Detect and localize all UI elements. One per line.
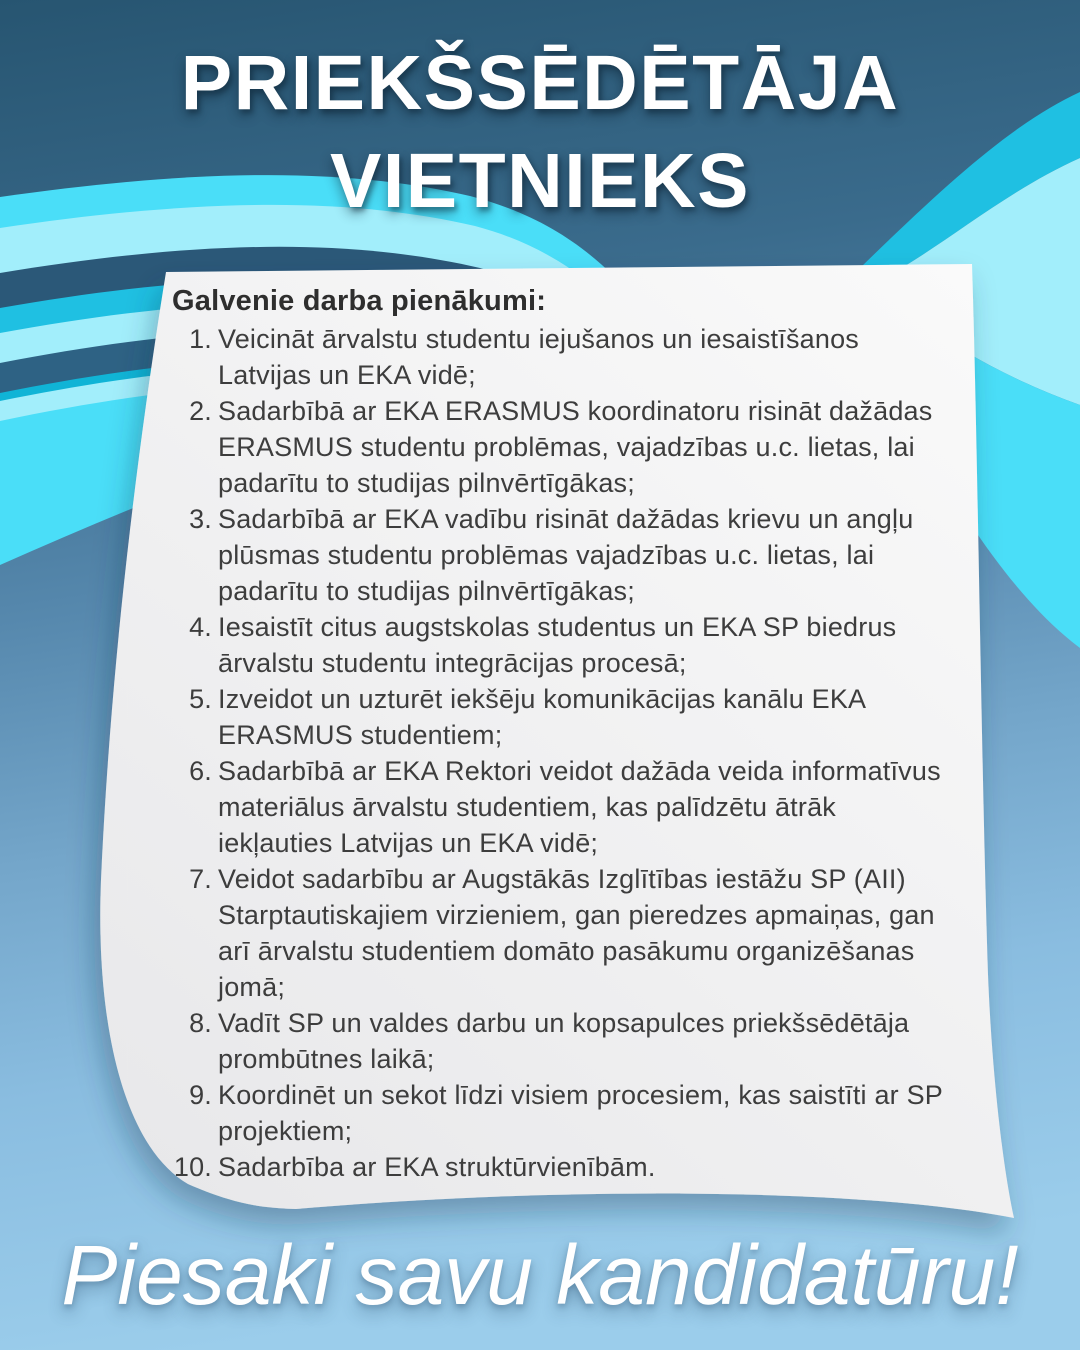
duty-text: Izveidot un uzturēt iekšēju komunikācijas kanālu EKA ERASMUS studentiem; xyxy=(218,684,865,750)
duty-number: 1. xyxy=(189,324,212,354)
duty-number: 5. xyxy=(189,684,212,714)
duty-item xyxy=(172,1149,954,1185)
duty-number: 9. xyxy=(189,1080,212,1110)
duty-number: 2. xyxy=(189,396,212,426)
page-title-line1: PRIEKŠSĒDĒTĀJA xyxy=(180,40,900,126)
page-title xyxy=(0,34,1080,230)
duty-text: Vadīt SP un valdes darbu un kopsapulces priekšsēdētāja prombūtnes laikā; xyxy=(218,1008,910,1074)
duty-text: Veidot sadarbību ar Augstākās Izglītības iestāžu SP (AII) Starptautiskajiem virzieniem, gan pieredzes apmaiņas, gan arī ārvalstu studentiem domāto pasākumu organizēšanas jomā; xyxy=(218,864,935,1002)
duty-item xyxy=(172,681,954,753)
duty-item xyxy=(172,393,954,501)
duty-text: Sadarbībā ar EKA vadību risināt dažādas krievu un angļu plūsmas studentu problēmas vajadzības u.c. lietas, lai padarītu to studijas pilnvērtīgākas; xyxy=(218,504,914,606)
duty-text: Veicināt ārvalstu studentu iejušanos un iesaistīšanos Latvijas un EKA vidē; xyxy=(218,324,859,390)
duty-number: 4. xyxy=(189,612,212,642)
duties-list xyxy=(172,321,954,1185)
duty-item xyxy=(172,609,954,681)
duties-heading: Galvenie darba pienākumi: xyxy=(172,285,547,317)
duty-item xyxy=(172,1005,954,1077)
duty-number: 6. xyxy=(189,756,212,786)
duty-text: Koordinēt un sekot līdzi visiem procesiem, kas saistīti ar SP projektiem; xyxy=(218,1080,943,1146)
duty-item xyxy=(172,861,954,1005)
duty-number: 3. xyxy=(189,504,212,534)
duty-item xyxy=(172,501,954,609)
duty-text: Sadarbībā ar EKA ERASMUS koordinatoru risināt dažādas ERASMUS studentu problēmas, vajadzības u.c. lietas, lai padarītu to studijas pilnvērtīgākas; xyxy=(218,396,933,498)
duties-section xyxy=(172,283,954,1185)
duty-number: 8. xyxy=(189,1008,212,1038)
duty-text: Sadarbībā ar EKA Rektori veidot dažāda veida informatīvus materiālus ārvalstu studentiem, kas palīdzētu ātrāk iekļauties Latvijas un EKA vidē; xyxy=(218,756,941,858)
duty-item xyxy=(172,1077,954,1149)
cta-text: Piesaki savu kandidatūru! xyxy=(61,1228,1019,1322)
duty-text: Sadarbība ar EKA struktūrvienībām. xyxy=(218,1152,656,1182)
duty-text: Iesaistīt citus augstskolas studentus un EKA SP biedrus ārvalstu studentu integrācijas procesā; xyxy=(218,612,897,678)
duty-item xyxy=(172,753,954,861)
duty-number: 7. xyxy=(189,864,212,894)
duty-number: 10. xyxy=(173,1152,212,1182)
page-title-line2: VIETNIEKS xyxy=(330,138,750,224)
duty-item xyxy=(172,321,954,393)
